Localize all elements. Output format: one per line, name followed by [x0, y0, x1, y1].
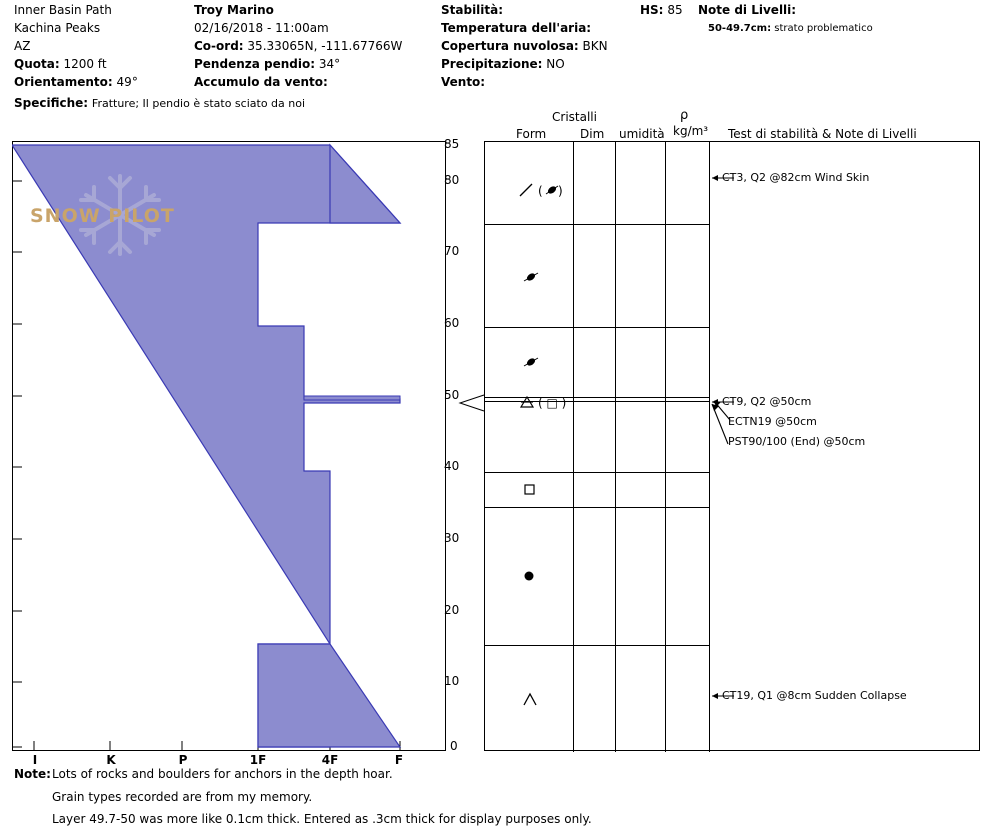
depth-tick-60: 60 [444, 316, 460, 330]
stability-label: Stabilità: [441, 3, 504, 17]
depth-tick-80: 80 [444, 173, 460, 187]
svg-text:(: ( [538, 184, 543, 198]
coordinates-value: 35.33065N, -111.67766W [247, 39, 403, 53]
footer-note-line1: Lots of rocks and boulders for anchors in the depth hoar. [52, 767, 393, 781]
humidity-header: umidità [619, 127, 665, 141]
precipitation-value: NO [546, 57, 565, 71]
density-units-header: kg/m³ [673, 124, 709, 138]
slope-angle-value: 34° [318, 57, 341, 71]
layer-pointer-icon [452, 392, 486, 414]
stability-test-1: CT3, Q2 @82cm Wind Skin [722, 171, 870, 184]
observation-datetime: 02/16/2018 - 11:00am [194, 21, 329, 35]
slope-angle-row [194, 57, 442, 72]
aspect-value: 49° [116, 75, 138, 89]
sky-cover-value: BKN [582, 39, 608, 53]
col-sep-dim [615, 142, 616, 752]
header-column-observer [194, 3, 442, 93]
aspect-row [14, 75, 194, 90]
profile-header [0, 0, 994, 118]
elevation-row [14, 57, 194, 72]
elevation-label: Quota: [14, 57, 60, 71]
snowpilot-wordmark: SNOW PILOT [30, 205, 175, 227]
stability-tests-header: Test di stabilità & Note di Livelli [728, 127, 917, 141]
depth-tick-70: 70 [444, 244, 460, 258]
layer-boundary-76 [485, 224, 709, 225]
range-name: Kachina Peaks [14, 21, 101, 35]
precipitation-row [441, 57, 691, 72]
footer-note-line3: Layer 49.7-50 was more like 0.1cm thick. Entered as .3cm thick for display purposes only. [52, 812, 592, 826]
layer-note-text: strato problematico [774, 23, 873, 34]
form-header: Form [516, 127, 547, 141]
depth-axis [444, 137, 472, 753]
svg-text:( □ ): ( □ ) [538, 396, 567, 410]
depth-tick-85: 85 [444, 137, 460, 151]
depth-tick-30: 30 [444, 531, 460, 545]
col-sep-humidity [665, 142, 666, 752]
specifics-label: Specifiche: [14, 96, 89, 110]
state-name: AZ [14, 39, 31, 53]
wind-loading-label: Accumulo da vento: [194, 75, 328, 89]
grain-symbol-facets [522, 482, 538, 499]
grain-symbol-wind-packed-1 [522, 270, 540, 287]
layer-boundary-15 [485, 645, 709, 646]
depth-tick-10: 10 [444, 674, 460, 688]
density-symbol-header: ρ [680, 108, 689, 123]
grain-symbol-decomposing-top [518, 182, 564, 201]
layer-boundary-61 [485, 327, 709, 328]
sky-cover-label: Copertura nuvolosa: [441, 39, 579, 53]
footer-note-label: Note: [14, 767, 51, 781]
profile-specifics-row [14, 96, 305, 110]
depth-tick-20: 20 [444, 603, 460, 617]
specifics-value: Fratture; Il pendio è stato sciato da noi [91, 97, 306, 110]
aspect-label: Orientamento: [14, 75, 113, 89]
hardness-label-4f: 4F [321, 753, 339, 767]
air-temp-label: Temperatura dell'aria: [441, 21, 592, 35]
depth-tick-50: 50 [444, 388, 460, 402]
stability-test-3: ECTN19 @50cm [728, 415, 817, 428]
wind-label: Vento: [441, 75, 486, 89]
air-temp-row [441, 21, 691, 36]
grain-symbol-rounds [521, 569, 537, 586]
site-name: Inner Basin Path [14, 3, 112, 17]
depth-tick-0: 0 [450, 739, 458, 753]
hs-value: 85 [667, 3, 683, 17]
wind-loading-row [194, 75, 442, 90]
layer-boundary-41 [485, 472, 709, 473]
precipitation-label: Precipitazione: [441, 57, 543, 71]
grain-symbol-wind-packed-2 [522, 355, 540, 372]
header-column-layer-notes [698, 3, 988, 39]
hs-label: HS: [640, 3, 664, 17]
hardness-label-k: K [106, 753, 116, 767]
hardness-label-f: F [394, 753, 404, 767]
hardness-label-p: P [178, 753, 188, 767]
elevation-value: 1200 ft [63, 57, 107, 71]
crystals-header: Cristalli [552, 110, 597, 124]
hardness-label-i: I [32, 753, 38, 767]
layer-notes-title: Note di Livelli: [698, 3, 797, 17]
stability-test-4: PST90/100 (End) @50cm [728, 435, 866, 448]
sky-cover-row [441, 39, 691, 54]
depth-tick-40: 40 [444, 459, 460, 473]
coordinates-row [194, 39, 442, 54]
footer-note-line2: Grain types recorded are from my memory. [52, 790, 313, 804]
grain-symbol-surface-hoar-facets [518, 394, 570, 413]
layer-note-range: 50-49.7cm: [708, 23, 772, 34]
grain-symbol-depth-hoar [521, 691, 539, 710]
hardness-label-1f: 1F [249, 753, 267, 767]
stability-test-5: CT19, Q1 @8cm Sudden Collapse [722, 689, 907, 702]
dim-header: Dim [580, 127, 605, 141]
header-column-location [14, 3, 194, 93]
layer-boundary-36 [485, 507, 709, 508]
slope-angle-label: Pendenza pendio: [194, 57, 316, 71]
stability-test-2: CT9, Q2 @50cm [722, 395, 812, 408]
layer-note-entry [708, 21, 988, 36]
coordinates-label: Co-ord: [194, 39, 244, 53]
col-sep-form [573, 142, 574, 752]
wind-row [441, 75, 691, 90]
svg-text:): ) [558, 184, 563, 198]
observer-name: Troy Marino [194, 3, 274, 17]
